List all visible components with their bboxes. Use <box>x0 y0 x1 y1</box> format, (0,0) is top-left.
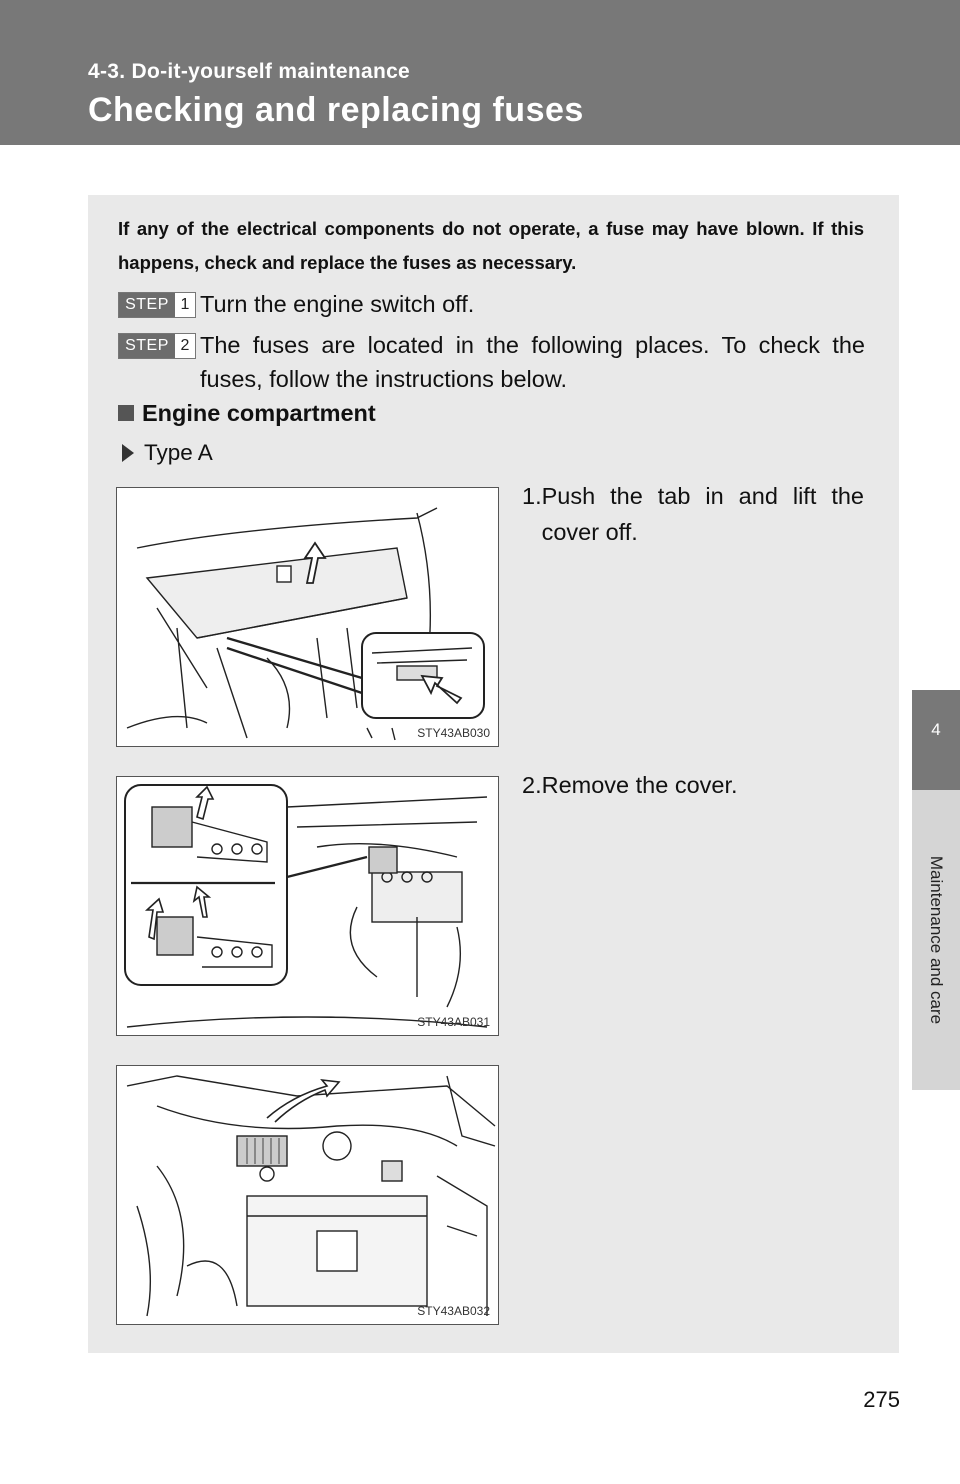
page-title: Checking and replacing fuses <box>88 91 584 129</box>
instruction-text: Remove the cover. <box>541 772 738 798</box>
step-2-badge <box>118 333 196 359</box>
chapter-tab[interactable] <box>912 690 960 1090</box>
instruction-number: 2. <box>522 772 542 798</box>
type-label <box>122 440 213 466</box>
subheading-text: Engine compartment <box>142 400 376 426</box>
page-header <box>0 0 960 145</box>
square-bullet-icon <box>118 405 134 421</box>
step-1-badge <box>118 292 196 318</box>
step-number: 2 <box>180 337 190 354</box>
subheading <box>118 400 376 427</box>
chapter-title: Maintenance and care <box>927 855 946 1025</box>
step-label: STEP <box>119 293 175 317</box>
figure-2 <box>116 776 499 1036</box>
step-label: STEP <box>119 334 175 358</box>
section-label: 4-3. Do-it-yourself maintenance <box>88 60 411 83</box>
chapter-number: 4 <box>912 690 960 790</box>
instruction-1 <box>522 478 864 550</box>
step-number: 1 <box>180 296 190 313</box>
figure-1 <box>116 487 499 747</box>
fuse-box-location-illustration-icon <box>117 1066 498 1324</box>
step-1-text: Turn the engine switch off. <box>200 291 475 317</box>
instruction-number: 1. <box>522 483 542 509</box>
figure-3 <box>116 1065 499 1325</box>
intro-text: If any of the electrical components do not operate, a fuse may have blown. If this happens, check and replace the fuses as necessary. <box>118 218 864 273</box>
remove-cover-illustration-icon <box>117 777 498 1035</box>
figure-code: STY43AB031 <box>417 1015 490 1029</box>
instruction-2 <box>522 767 864 803</box>
fuse-cover-tab-illustration-icon <box>117 488 498 746</box>
step-2-text: The fuses are located in the following places. To check the fuses, follow the instructions below. <box>200 332 865 392</box>
instruction-text: Push the tab in and lift the cover off. <box>541 483 864 545</box>
figure-code: STY43AB030 <box>417 726 490 740</box>
page-number: 275 <box>863 1387 900 1412</box>
figure-code: STY43AB032 <box>417 1304 490 1318</box>
triangle-bullet-icon <box>122 444 134 462</box>
type-label-text: Type A <box>144 440 213 465</box>
chapter-title-area <box>912 790 960 1090</box>
